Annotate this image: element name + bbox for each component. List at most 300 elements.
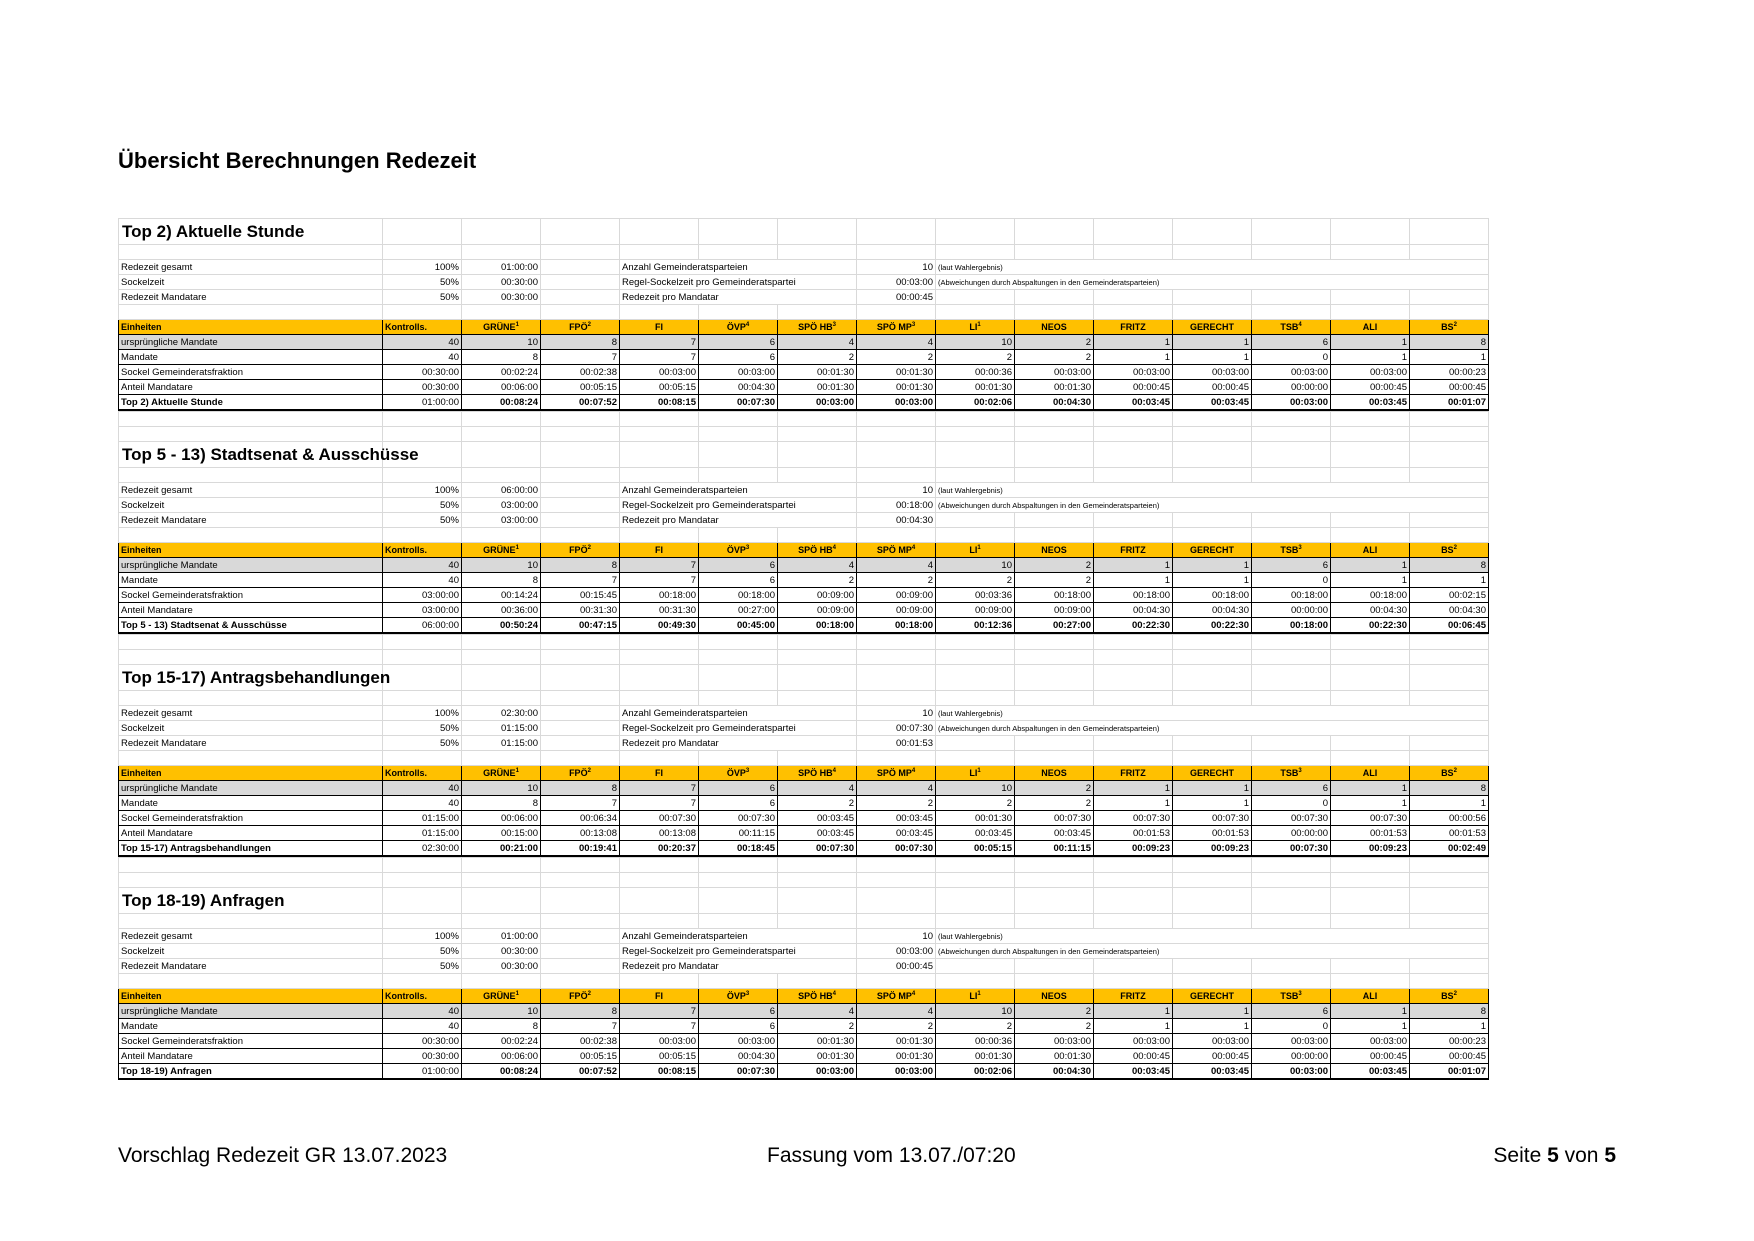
party-name: BS	[1441, 544, 1454, 555]
empty-cell	[620, 665, 699, 691]
header-party	[936, 989, 1015, 1004]
sockel-row	[119, 588, 1489, 603]
empty-cell	[1252, 959, 1331, 974]
redezeit-table	[118, 634, 1489, 857]
summary-note: (laut Wahlergebnis)	[936, 260, 1489, 275]
empty-cell	[1331, 858, 1410, 873]
empty-cell	[383, 914, 462, 929]
party-name: SPÖ HB	[798, 767, 833, 778]
total-cell: 00:07:52	[541, 1064, 620, 1080]
empty-cell	[699, 858, 778, 873]
empty-cell	[541, 751, 620, 766]
empty-cell	[1173, 914, 1252, 929]
empty-cell	[119, 635, 383, 650]
empty-cell	[1252, 412, 1331, 427]
value-cell: 7	[620, 573, 699, 588]
table-header-row	[119, 766, 1489, 781]
empty-cell	[1015, 219, 1094, 245]
value-cell: 00:03:45	[778, 811, 857, 826]
total-cell: 00:07:30	[699, 1064, 778, 1080]
party-name: BS	[1441, 321, 1454, 332]
empty-cell	[1015, 442, 1094, 468]
party-name: GRÜNE	[483, 321, 516, 332]
value-cell: 4	[778, 1004, 857, 1019]
value-cell: 00:00:00	[1252, 380, 1331, 395]
empty-cell	[462, 635, 541, 650]
empty-cell	[541, 260, 620, 275]
empty-cell	[620, 528, 699, 543]
total-cell: 00:02:06	[936, 395, 1015, 411]
total-cell: 00:03:00	[778, 1064, 857, 1080]
party-name: FRITZ	[1120, 321, 1146, 332]
value-cell: 6	[699, 350, 778, 365]
footer-page-number	[1493, 1144, 1616, 1168]
value-cell: 00:03:45	[857, 811, 936, 826]
party-footnote: 2	[587, 767, 591, 774]
header-party	[1015, 543, 1094, 558]
header-party	[778, 766, 857, 781]
section-title: Top 18-19) Anfragen	[119, 888, 383, 914]
empty-cell	[1173, 513, 1252, 528]
value-cell: 00:01:30	[778, 380, 857, 395]
empty-cell	[620, 691, 699, 706]
row-label: ursprüngliche Mandate	[119, 781, 383, 796]
section-title: Top 15-17) Antragsbehandlungen	[119, 665, 383, 691]
empty-cell	[1410, 736, 1489, 751]
party-name: SPÖ HB	[798, 544, 833, 555]
party-footnote: 3	[911, 321, 916, 328]
empty-cell	[1252, 635, 1331, 650]
sockel-row	[119, 1034, 1489, 1049]
party-footnote: 2	[587, 990, 591, 997]
section-title-row	[119, 888, 1489, 914]
empty-cell	[778, 442, 857, 468]
summary-time: 01:00:00	[462, 929, 541, 944]
empty-cell	[1173, 305, 1252, 320]
empty-cell	[1015, 873, 1094, 888]
row-label: Sockel Gemeinderatsfraktion	[119, 811, 383, 826]
empty-cell	[936, 219, 1015, 245]
empty-cell	[857, 873, 936, 888]
party-footnote: 1	[515, 990, 519, 997]
empty-cell	[778, 650, 857, 665]
total-label: Top 15-17) Antragsbehandlungen	[119, 841, 383, 857]
empty-cell	[383, 305, 462, 320]
empty-cell	[462, 468, 541, 483]
value-cell: 1	[1173, 350, 1252, 365]
total-cell: 00:03:45	[1094, 1064, 1173, 1080]
empty-cell	[857, 665, 936, 691]
header-party	[462, 320, 541, 335]
summary-time: 00:30:00	[462, 959, 541, 974]
empty-cell	[1173, 290, 1252, 305]
total-cell: 00:04:30	[1015, 395, 1094, 411]
value-cell: 00:07:30	[699, 811, 778, 826]
total-row	[119, 841, 1489, 857]
value-cell: 7	[541, 573, 620, 588]
empty-cell	[1410, 528, 1489, 543]
summary-label-2: Redezeit pro Mandatar	[620, 959, 857, 974]
anteil-row	[119, 603, 1489, 618]
value-cell: 00:00:00	[1252, 826, 1331, 841]
total-cell: 00:08:24	[462, 395, 541, 411]
summary-label-2: Anzahl Gemeinderatsparteien	[620, 706, 857, 721]
summary-value-2: 00:00:45	[857, 959, 936, 974]
empty-cell	[1015, 650, 1094, 665]
empty-cell	[1094, 442, 1173, 468]
value-cell: 2	[857, 1019, 936, 1034]
value-cell: 6	[699, 796, 778, 811]
value-cell: 2	[1015, 558, 1094, 573]
summary-label: Sockelzeit	[119, 721, 383, 736]
footer-page-mid: von	[1558, 1144, 1605, 1167]
value-cell: 00:04:30	[699, 380, 778, 395]
value-cell: 1	[1331, 1004, 1410, 1019]
summary-value-2: 00:00:45	[857, 290, 936, 305]
empty-cell	[1015, 959, 1094, 974]
footer-page-prefix: Seite	[1493, 1144, 1548, 1167]
total-cell: 00:03:45	[1331, 1064, 1410, 1080]
empty-cell	[541, 706, 620, 721]
header-party	[1015, 320, 1094, 335]
footer-page-total: 5	[1604, 1144, 1616, 1167]
empty-cell	[1410, 751, 1489, 766]
empty-cell	[1173, 665, 1252, 691]
header-party	[857, 543, 936, 558]
value-cell: 2	[936, 1019, 1015, 1034]
empty-cell	[778, 751, 857, 766]
empty-cell	[1015, 528, 1094, 543]
value-cell: 00:03:36	[936, 588, 1015, 603]
party-footnote: 3	[1298, 990, 1302, 997]
party-name: FPÖ	[569, 990, 588, 1001]
party-name: ÖVP	[726, 990, 746, 1001]
empty-cell	[1331, 290, 1410, 305]
header-party	[541, 766, 620, 781]
empty-cell	[1331, 665, 1410, 691]
value-cell: 7	[620, 1004, 699, 1019]
empty-cell	[1094, 691, 1173, 706]
value-cell: 00:03:45	[936, 826, 1015, 841]
value-cell: 10	[936, 781, 1015, 796]
value-cell: 00:00:45	[1331, 1049, 1410, 1064]
empty-cell	[119, 873, 383, 888]
empty-cell	[1173, 974, 1252, 989]
mandate-row	[119, 1019, 1489, 1034]
empty-cell	[1094, 305, 1173, 320]
empty-cell	[1252, 914, 1331, 929]
summary-label-2: Regel-Sockelzeit pro Gemeinderatspartei	[620, 944, 857, 959]
total-cell: 00:07:30	[699, 395, 778, 411]
row-label: Mandate	[119, 796, 383, 811]
empty-cell	[778, 635, 857, 650]
total-cell: 00:06:45	[1410, 618, 1489, 634]
row-label: Mandate	[119, 573, 383, 588]
empty-cell	[119, 468, 383, 483]
empty-cell	[1252, 873, 1331, 888]
empty-cell	[462, 914, 541, 929]
spacer-row	[119, 468, 1489, 483]
header-party	[1094, 320, 1173, 335]
value-cell: 00:09:00	[778, 603, 857, 618]
summary-value-2: 00:03:00	[857, 944, 936, 959]
value-cell: 1	[1331, 573, 1410, 588]
total-cell: 00:22:30	[1173, 618, 1252, 634]
table-header-row	[119, 543, 1489, 558]
empty-cell	[541, 650, 620, 665]
summary-time: 06:00:00	[462, 483, 541, 498]
empty-cell	[462, 412, 541, 427]
total-cell: 00:08:15	[620, 395, 699, 411]
empty-cell	[1410, 888, 1489, 914]
party-name: GRÜNE	[483, 767, 516, 778]
value-cell: 2	[857, 350, 936, 365]
total-cell: 00:19:41	[541, 841, 620, 857]
value-cell: 00:01:30	[778, 365, 857, 380]
value-cell: 1	[1173, 335, 1252, 350]
empty-cell	[462, 650, 541, 665]
value-cell: 8	[541, 1004, 620, 1019]
value-cell: 00:07:30	[1252, 811, 1331, 826]
value-cell: 8	[462, 573, 541, 588]
total-cell: 00:45:00	[699, 618, 778, 634]
sockel-row	[119, 811, 1489, 826]
value-cell: 00:07:30	[1331, 811, 1410, 826]
header-party	[1410, 320, 1489, 335]
empty-cell	[1015, 691, 1094, 706]
summary-note: (Abweichungen durch Abspaltungen in den Gemeinderatsparteien)	[936, 944, 1489, 959]
total-cell: 00:05:15	[936, 841, 1015, 857]
value-cell: 00:01:53	[1094, 826, 1173, 841]
value-cell: 00:01:30	[857, 365, 936, 380]
value-cell: 00:00:45	[1094, 1049, 1173, 1064]
empty-cell	[857, 691, 936, 706]
summary-value-2: 00:03:00	[857, 275, 936, 290]
empty-cell	[699, 245, 778, 260]
empty-cell	[1252, 290, 1331, 305]
empty-cell	[541, 635, 620, 650]
empty-cell	[699, 691, 778, 706]
value-cell: 00:03:00	[620, 365, 699, 380]
value-cell: 00:11:15	[699, 826, 778, 841]
empty-cell	[857, 427, 936, 442]
section-title-row	[119, 665, 1489, 691]
empty-cell	[936, 245, 1015, 260]
party-footnote: 4	[745, 321, 750, 328]
value-cell: 40	[383, 1019, 462, 1034]
summary-percent: 100%	[383, 260, 462, 275]
value-cell: 6	[1252, 558, 1331, 573]
value-cell: 00:06:00	[462, 1049, 541, 1064]
empty-cell	[1173, 219, 1252, 245]
summary-note: (Abweichungen durch Abspaltungen in den Gemeinderatsparteien)	[936, 275, 1489, 290]
value-cell: 00:04:30	[1173, 603, 1252, 618]
empty-cell	[857, 442, 936, 468]
empty-cell	[936, 635, 1015, 650]
value-cell: 00:00:45	[1410, 1049, 1489, 1064]
header-party	[699, 766, 778, 781]
total-cell: 00:03:45	[1173, 1064, 1252, 1080]
party-name: TSB	[1280, 990, 1299, 1001]
total-cell: 00:03:00	[857, 395, 936, 411]
empty-cell	[1015, 665, 1094, 691]
spacer-row	[119, 412, 1489, 427]
value-cell: 1	[1331, 335, 1410, 350]
mandate-row	[119, 796, 1489, 811]
spacer-row	[119, 751, 1489, 766]
empty-cell	[1094, 665, 1173, 691]
empty-cell	[1252, 468, 1331, 483]
value-cell: 03:00:00	[383, 588, 462, 603]
header-party	[1410, 766, 1489, 781]
value-cell: 00:05:15	[620, 380, 699, 395]
empty-cell	[1331, 691, 1410, 706]
header-einheiten: Einheiten	[119, 543, 383, 558]
summary-label: Redezeit Mandatare	[119, 513, 383, 528]
redezeit-gesamt-row	[119, 483, 1489, 498]
empty-cell	[119, 650, 383, 665]
empty-cell	[1331, 959, 1410, 974]
empty-cell	[541, 873, 620, 888]
total-cell: 00:02:06	[936, 1064, 1015, 1080]
value-cell: 2	[936, 796, 1015, 811]
value-cell: 1	[1410, 573, 1489, 588]
empty-cell	[778, 691, 857, 706]
empty-cell	[1252, 442, 1331, 468]
summary-percent: 50%	[383, 944, 462, 959]
empty-cell	[1173, 736, 1252, 751]
header-party	[1094, 766, 1173, 781]
empty-cell	[1252, 513, 1331, 528]
party-name: NEOS	[1041, 321, 1067, 332]
value-cell: 00:05:15	[541, 380, 620, 395]
redezeit-table	[118, 411, 1489, 634]
empty-cell	[462, 873, 541, 888]
party-name: FPÖ	[569, 544, 588, 555]
total-cell: 00:11:15	[1015, 841, 1094, 857]
empty-cell	[1410, 513, 1489, 528]
value-cell: 2	[1015, 1004, 1094, 1019]
section-2	[118, 634, 1486, 857]
summary-percent: 100%	[383, 706, 462, 721]
summary-percent: 100%	[383, 483, 462, 498]
value-cell: 00:02:38	[541, 365, 620, 380]
empty-cell	[1094, 513, 1173, 528]
empty-cell	[1094, 914, 1173, 929]
value-cell: 00:03:00	[699, 1034, 778, 1049]
value-cell: 40	[383, 781, 462, 796]
party-name: GERECHT	[1189, 767, 1234, 778]
empty-cell	[541, 736, 620, 751]
value-cell: 2	[778, 1019, 857, 1034]
value-cell: 00:01:30	[857, 1049, 936, 1064]
empty-cell	[1331, 974, 1410, 989]
value-cell: 00:06:00	[462, 811, 541, 826]
value-cell: 1	[1173, 1004, 1252, 1019]
summary-value-2: 10	[857, 706, 936, 721]
value-cell: 8	[462, 350, 541, 365]
value-cell: 1	[1173, 781, 1252, 796]
party-footnote: 2	[587, 321, 591, 328]
party-footnote: 3	[745, 544, 750, 551]
header-einheiten: Einheiten	[119, 766, 383, 781]
party-footnote: 4	[832, 767, 836, 774]
value-cell: 1	[1173, 796, 1252, 811]
party-name: FI	[655, 767, 663, 778]
value-cell: 01:15:00	[383, 826, 462, 841]
header-party	[857, 766, 936, 781]
empty-cell	[936, 751, 1015, 766]
value-cell: 4	[778, 781, 857, 796]
value-cell: 03:00:00	[383, 603, 462, 618]
empty-cell	[936, 974, 1015, 989]
value-cell: 00:03:00	[1173, 1034, 1252, 1049]
sections-container	[118, 218, 1486, 1080]
party-name: BS	[1441, 990, 1454, 1001]
empty-cell	[1094, 736, 1173, 751]
empty-cell	[541, 858, 620, 873]
empty-cell	[1252, 245, 1331, 260]
empty-cell	[1410, 914, 1489, 929]
value-cell: 2	[1015, 796, 1094, 811]
summary-label: Redezeit gesamt	[119, 260, 383, 275]
empty-cell	[1173, 245, 1252, 260]
empty-cell	[1331, 751, 1410, 766]
empty-cell	[119, 914, 383, 929]
empty-cell	[383, 858, 462, 873]
summary-value-2: 10	[857, 929, 936, 944]
empty-cell	[1015, 858, 1094, 873]
empty-cell	[857, 751, 936, 766]
party-footnote: 3	[745, 990, 750, 997]
value-cell: 40	[383, 558, 462, 573]
empty-cell	[383, 650, 462, 665]
header-party	[778, 320, 857, 335]
empty-cell	[1094, 427, 1173, 442]
value-cell: 00:00:00	[1252, 603, 1331, 618]
empty-cell	[541, 245, 620, 260]
party-name: GERECHT	[1189, 990, 1234, 1001]
value-cell: 0	[1252, 573, 1331, 588]
empty-cell	[541, 305, 620, 320]
empty-cell	[1173, 528, 1252, 543]
empty-cell	[541, 929, 620, 944]
value-cell: 8	[462, 1019, 541, 1034]
party-name: LI	[969, 544, 978, 555]
value-cell: 00:03:00	[699, 365, 778, 380]
value-cell: 1	[1331, 350, 1410, 365]
empty-cell	[699, 751, 778, 766]
empty-cell	[1410, 691, 1489, 706]
footer-document-title: Vorschlag Redezeit GR 13.07.2023	[118, 1144, 448, 1167]
value-cell: 1	[1410, 796, 1489, 811]
summary-note: (laut Wahlergebnis)	[936, 483, 1489, 498]
row-label: Sockel Gemeinderatsfraktion	[119, 1034, 383, 1049]
row-label: Sockel Gemeinderatsfraktion	[119, 365, 383, 380]
page-title: Übersicht Berechnungen Redezeit	[118, 148, 477, 173]
header-party	[1173, 989, 1252, 1004]
total-cell: 00:20:37	[620, 841, 699, 857]
summary-time: 02:30:00	[462, 706, 541, 721]
empty-cell	[1015, 412, 1094, 427]
empty-cell	[119, 691, 383, 706]
empty-cell	[620, 873, 699, 888]
value-cell: 7	[541, 1019, 620, 1034]
value-cell: 00:03:00	[1252, 365, 1331, 380]
empty-cell	[1331, 736, 1410, 751]
empty-cell	[541, 691, 620, 706]
party-name: TSB	[1280, 544, 1299, 555]
